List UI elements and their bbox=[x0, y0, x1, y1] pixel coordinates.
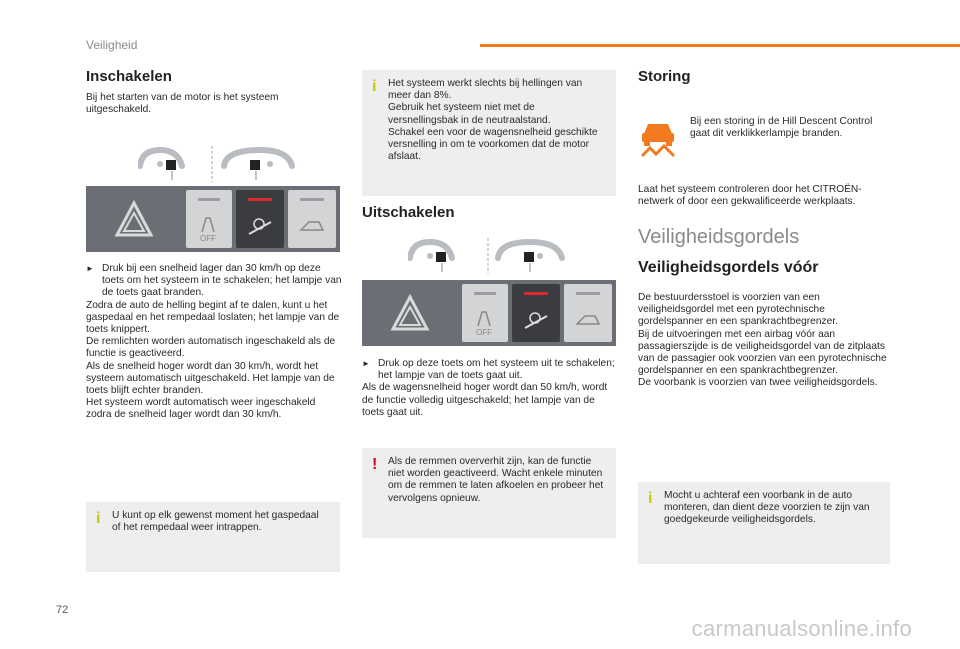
led-active bbox=[524, 292, 548, 295]
paragraph: Het systeem wordt automatisch weer ingeschakeld zodra de snelheid lager wordt dan 30 km/h. bbox=[86, 397, 316, 421]
arrow-icon: ► bbox=[362, 359, 370, 368]
paragraph: De voorbank is voorzien van twee veiligheidsgordels. bbox=[638, 377, 878, 389]
warning-box-brakes bbox=[362, 448, 616, 538]
steering-wheel-illustration bbox=[408, 236, 568, 276]
steering-wheel-illustration bbox=[138, 144, 298, 184]
header-accent-bar bbox=[480, 44, 960, 47]
info-box-bench bbox=[638, 482, 890, 564]
info-box-conditions bbox=[362, 70, 616, 196]
steering-wheels-icon bbox=[408, 236, 568, 276]
hill-descent-button bbox=[512, 284, 560, 342]
heading-front-belts: Veiligheidsgordels vóór bbox=[638, 259, 819, 276]
col1-body bbox=[86, 263, 342, 422]
intro-text: Bij het starten van de motor is het systeem uitgeschakeld. bbox=[86, 92, 279, 116]
heading-storing: Storing bbox=[638, 68, 691, 85]
bullet-item bbox=[86, 263, 342, 300]
info-box-pedal bbox=[86, 502, 340, 572]
hazard-warning-icon bbox=[114, 200, 154, 240]
esp-car-icon bbox=[474, 308, 494, 328]
watermark: carmanualsonline.info bbox=[691, 616, 912, 641]
paragraph: De bestuurdersstoel is voorzien van een veiligheidsgordel met een pyrotechnische gordelspanner en een spankrachtbegrenzer. bbox=[638, 292, 838, 328]
storing-text: Bij een storing in de Hill Descent Control gaat dit verklikkerlampje branden. bbox=[690, 116, 873, 140]
paragraph: Gebruik het systeem niet met de versnellingsbak in de neutraalstand. bbox=[388, 102, 551, 126]
esp-off-button bbox=[186, 190, 232, 248]
hill-descent-icon bbox=[523, 308, 549, 332]
traction-icon bbox=[299, 216, 325, 236]
dashboard-switch-panel bbox=[86, 186, 340, 252]
hazard-warning-icon bbox=[390, 294, 430, 334]
led bbox=[576, 292, 600, 295]
esp-car-icon bbox=[198, 214, 218, 234]
bullet-text: Druk op deze toets om het systeem uit te schakelen; het lampje van de toets gaat uit. bbox=[378, 358, 615, 382]
page-number: 72 bbox=[56, 604, 69, 616]
led bbox=[300, 198, 324, 201]
bullet-item bbox=[362, 358, 616, 382]
heading-uitschakelen: Uitschakelen bbox=[362, 204, 455, 221]
info-icon: i bbox=[648, 490, 653, 507]
info-text: U kunt op elk gewenst moment het gaspedaal of het rempedaal weer intrappen. bbox=[112, 510, 319, 534]
paragraph: Als de snelheid hoger wordt dan 30 km/h, wordt het systeem automatisch uitgeschakeld. Het lampje van de toets blijft echter branden. bbox=[86, 360, 335, 397]
col3-body bbox=[638, 292, 888, 390]
warning-icon: ! bbox=[372, 456, 378, 473]
col2-body bbox=[362, 358, 616, 419]
hill-descent-icon bbox=[247, 214, 273, 238]
dashboard-switch-panel bbox=[362, 280, 616, 346]
arrow-icon: ► bbox=[86, 264, 94, 273]
paragraph: Zodra de auto de helling begint af te dalen, kunt u het gaspedaal en het rempedaal loslaten; het lampje van de toets knippert. bbox=[86, 299, 340, 336]
traction-button bbox=[288, 190, 336, 248]
paragraph: Als de wagensnelheid hoger wordt dan 50 km/h, wordt de functie volledig uitgeschakeld; het lampje van de toets gaat uit. bbox=[362, 382, 608, 418]
hill-descent-button bbox=[236, 190, 284, 248]
off-label: OFF bbox=[200, 234, 216, 243]
led bbox=[474, 292, 496, 295]
hill-descent-warning-icon bbox=[640, 118, 676, 158]
warning-text: Als de remmen oververhit zijn, kan de functie niet worden geactiveerd. Wacht enkele minuten om de remmen te laten afkoelen en probeer het vervolgens opnieuw. bbox=[388, 456, 604, 504]
paragraph: Bij de uitvoeringen met een airbag vóór aan passagierszijde is de veiligheidsgordel van de zitplaats van de passagier ook voorzien van een pyrotechnische gordelspanner en een spankrachtbegrenzer. bbox=[638, 328, 887, 377]
bullet-text: Druk bij een snelheid lager dan 30 km/h op deze toets om het systeem in te schakelen; het lampje van de toets gaat branden. bbox=[102, 263, 342, 299]
heading-inschakelen: Inschakelen bbox=[86, 68, 172, 85]
info-text: Mocht u achteraf een voorbank in de auto monteren, dan dient deze voorzien te zijn van goedgekeurde veiligheidsgordels. bbox=[664, 490, 870, 526]
section-label: Veiligheid bbox=[86, 38, 138, 52]
paragraph: De remlichten worden automatisch ingeschakeld als de functie is geactiveerd. bbox=[86, 336, 336, 360]
led bbox=[198, 198, 220, 201]
info-icon: i bbox=[96, 510, 101, 527]
paragraph: Schakel een voor de wagensnelheid geschikte versnelling in om te voorkomen dat de motor afslaat. bbox=[388, 126, 598, 163]
off-label: OFF bbox=[476, 328, 492, 337]
storing-line: Laat het systeem controleren door het CITROËN-netwerk of door een gekwalificeerde werkplaats. bbox=[638, 184, 862, 208]
esp-off-button bbox=[462, 284, 508, 342]
traction-button bbox=[564, 284, 612, 342]
led-active bbox=[248, 198, 272, 201]
chapter-title: Veiligheidsgordels bbox=[638, 226, 800, 248]
info-icon: i bbox=[372, 78, 377, 95]
steering-wheels-icon bbox=[138, 144, 298, 184]
paragraph: Het systeem werkt slechts bij hellingen van meer dan 8%. bbox=[388, 78, 583, 102]
info-text bbox=[388, 78, 606, 163]
traction-icon bbox=[575, 310, 601, 330]
